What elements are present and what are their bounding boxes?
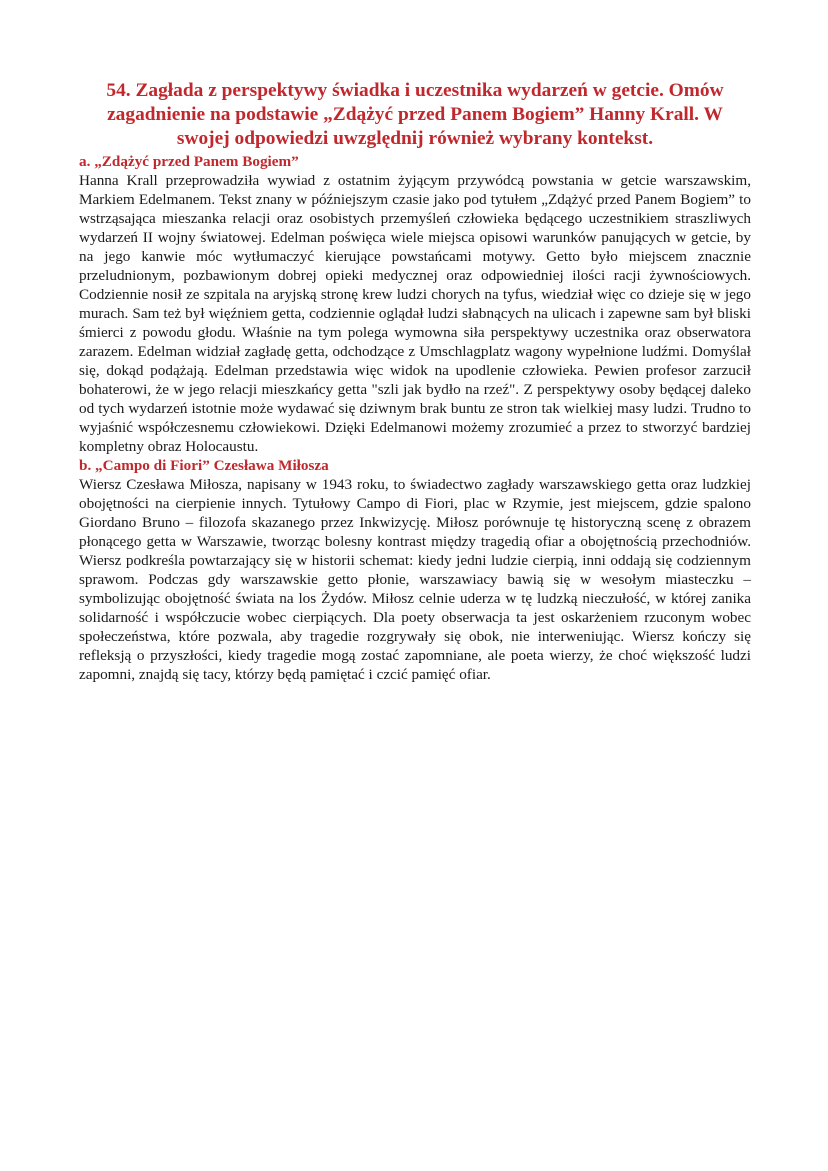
- section-paragraph: Wiersz Czesława Miłosza, napisany w 1943 roku, to świadectwo zagłady warszawskiego getta oraz ludzkiej obojętności na cierpienie innych. Tytułowy Campo di Fiori, plac w Rzymie, jest miejscem, gdzie spalono Giordano Bruno – filozofa skazanego przez Inkwizycję. Miłosz porównuje tę historyczną scenę z obrazem płonącego getta w Warszawie, tworząc bolesny kontrast między tragedią ofiar a obojętnością przechodniów. Wiersz podkreśla powtarzający się w historii schemat: kiedy jedni ludzie cierpią, inni oddają się codziennym sprawom. Podczas gdy warszawskie getto płonie, warszawiacy bawią się w wesołym miasteczku – symbolizując obojętność świata na los Żydów. Miłosz celnie uderza w tę ludzką nieczułość, w której zanika solidarność i współczucie wobec cierpiących. Dla poety obserwacja ta jest oskarżeniem rzuconym wobec społeczeństwa, które pozwala, aby tragedie rozgrywały się obok, nie interweniując. Wiersz kończy się refleksją o przyszłości, kiedy tragedie mogą zostać zapomniane, ale poeta wierzy, że choć większość ludzi zapomni, znajdą się tacy, którzy będą pamiętać i czcić pamięć ofiar.: [79, 476, 751, 683]
- section-a: [79, 152, 751, 456]
- section-heading: a. „Zdążyć przed Panem Bogiem”: [79, 153, 299, 170]
- section-b: [79, 456, 751, 684]
- page-title: 54. Zagłada z perspektywy świadka i uczestnika wydarzeń w getcie. Omów zagadnienie na podstawie „Zdążyć przed Panem Bogiem” Hanny Krall. W swojej odpowiedzi uwzględnij również wybrany kontekst.: [106, 80, 724, 149]
- section-paragraph: Hanna Krall przeprowadziła wywiad z ostatnim żyjącym przywódcą powstania w getcie warszawskim, Markiem Edelmanem. Tekst znany w późniejszym czasie jako pod tytułem „Zdążyć przed Panem Bogiem” to wstrząsająca mieszanka relacji oraz osobistych przemyśleń człowieka będącego uczestnikiem straszliwych wydarzeń II wojny światowej. Edelman poświęca wiele miejsca opisowi warunków panujących w getcie, by na jego kanwie móc wytłumaczyć kierujące powstańcami motywy. Getto było miejscem znacznie przeludnionym, pozbawionym dobrej opieki medycznej oraz odpowiedniej ilości racji żywnościowych. Codziennie nosił ze szpitala na aryjską stronę krew ludzi chorych na tyfus, wiedział więc co dzieje się w jego murach. Sam też był więźniem getta, codziennie oglądał ludzi słabnących na ulicach i zapewne sam był bliski śmierci z powodu głodu. Właśnie na tym polega wymowna siła perspektywy uczestnika oraz obserwatora zarazem. Edelman widział zagładę getta, odchodzące z Umschlagplatz wagony wypełnione ludźmi. Domyślał się, dokąd podążają. Edelman przedstawia więc widok na upodlenie człowieka. Pewien profesor zarzucił bohaterowi, że w jego relacji mieszkańcy getta "szli jak bydło na rzeź". Z perspektywy osoby będącej daleko od tych wydarzeń istotnie może wydawać się dziwnym brak buntu ze stron tak wielkiej masy ludzi. Trudno to wyjaśnić współczesnemu człowiekowi. Dzięki Edelmanowi możemy zrozumieć a przez to stworzyć bardziej kompletny obraz Holocaustu.: [79, 172, 751, 455]
- section-heading: b. „Campo di Fiori” Czesława Miłosza: [79, 457, 329, 474]
- document-page: [79, 79, 751, 684]
